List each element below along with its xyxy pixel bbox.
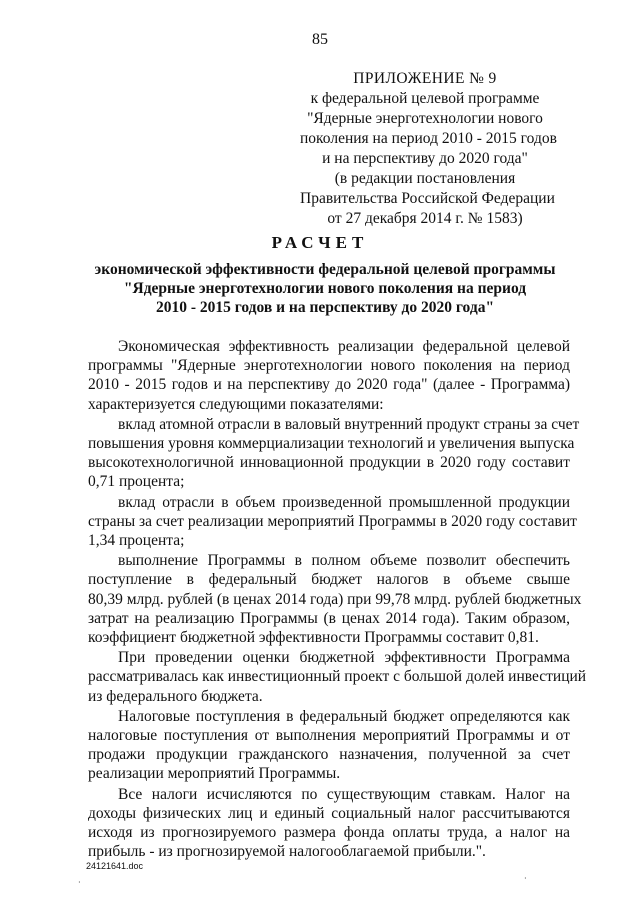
paragraph-evaluation [88,648,587,706]
text-line: Все налоги исчисляются по существующим ставкам. Налог на [118,785,570,803]
appendix-line: Правительства Российской Федерации [300,190,555,207]
text-line: доходы физических лиц и единый социальный налог рассчитываются [88,804,570,822]
paragraph-industrial-output [88,493,577,551]
text-line: прибыль - из прогнозируемой налогооблагаемой прибыли.". [88,843,486,861]
appendix-line: от 27 декабря 2014 г. № 1583) [327,210,523,227]
paragraph-budget-efficiency [88,551,582,647]
page-number: 85 [312,31,328,48]
paragraph-intro [88,337,570,414]
paragraph-tax-revenue [88,707,570,784]
body-text [88,337,587,862]
text-line: 1,34 процента; [88,532,185,550]
text-line: страны за счет реализации мероприятий Программы в 2020 году составит [88,512,577,530]
text-line: исходя из прогнозируемого размера фонда оплаты труда, а налог на [88,824,570,842]
text-line: характеризуется следующими показателями: [88,395,384,413]
text-line: налоговые поступления от выполнения мероприятий Программы и от [88,727,570,745]
text-line: Налоговые поступления в федеральный бюджет определяются как [118,707,570,725]
document-subtitle [80,260,570,317]
text-line: затрат на реализацию Программы (в ценах 2014 года). Таким образом, [88,609,570,627]
text-line: поступление в федеральный бюджет налогов в объеме свыше [88,571,570,589]
appendix-line: и на перспективу до 2020 года" [322,150,528,167]
text-line: реализации мероприятий Программы. [88,765,341,783]
text-line: выполнение Программы в полном объеме позволит обеспечить [118,552,570,570]
appendix-line: (в редакции постановления [334,170,516,187]
appendix-title: ПРИЛОЖЕНИЕ № 9 [353,70,497,87]
appendix-line: "Ядерные энерготехнологии нового [307,110,543,127]
subtitle-line: 2010 - 2015 годов и на перспективу до 2020 года" [155,299,495,316]
text-line: При проведении оценки бюджетной эффективности Программа [118,649,570,667]
appendix-block [300,69,557,229]
text-line: вклад атомной отрасли в валовый внутренний продукт страны за счет [118,415,580,433]
appendix-line: поколения на период 2010 - 2015 годов [300,130,557,147]
paragraph-gdp-contribution [88,415,580,492]
text-line: высокотехнологичной инновационной продукции в 2020 году составит [88,454,570,472]
text-line: продажи продукции гражданского назначения, полученной за счет [88,746,570,764]
text-line: программы "Ядерные энерготехнологии нового поколения на период [88,357,570,375]
text-line: 80,39 млрд. рублей (в ценах 2014 года) при 99,78 млрд. рублей бюджетных [88,590,582,608]
text-line: Экономическая эффективность реализации федеральной целевой [118,338,570,355]
text-line: 2010 - 2015 годов и на перспективу до 2020 года" (далее - Программа) [88,376,570,394]
footer-dot: · [524,874,527,883]
appendix-line: к федеральной целевой программе [310,90,540,107]
subtitle-line: экономической эффективности федеральной целевой программы [94,261,556,278]
footer-doc-code: 24121641.doc [86,861,144,871]
paragraph-tax-rates [88,785,570,862]
text-line: рассматривалась как инвестиционный проект с большой долей инвестиций [88,668,587,686]
document-title: РАСЧЕТ [271,233,369,252]
text-line: 0,71 процента; [88,473,185,491]
text-line: повышения уровня коммерциализации технологий и увеличения выпуска [88,435,575,453]
text-line: из федерального бюджета. [88,687,263,705]
text-line: вклад отрасли в объем произведенной промышленной продукции [118,493,570,511]
text-line: коэффициент бюджетной эффективности Программы составит 0,81. [88,629,539,647]
subtitle-line: "Ядерные энерготехнологии нового поколения на период [123,280,527,297]
footer-dot: · [78,878,81,887]
